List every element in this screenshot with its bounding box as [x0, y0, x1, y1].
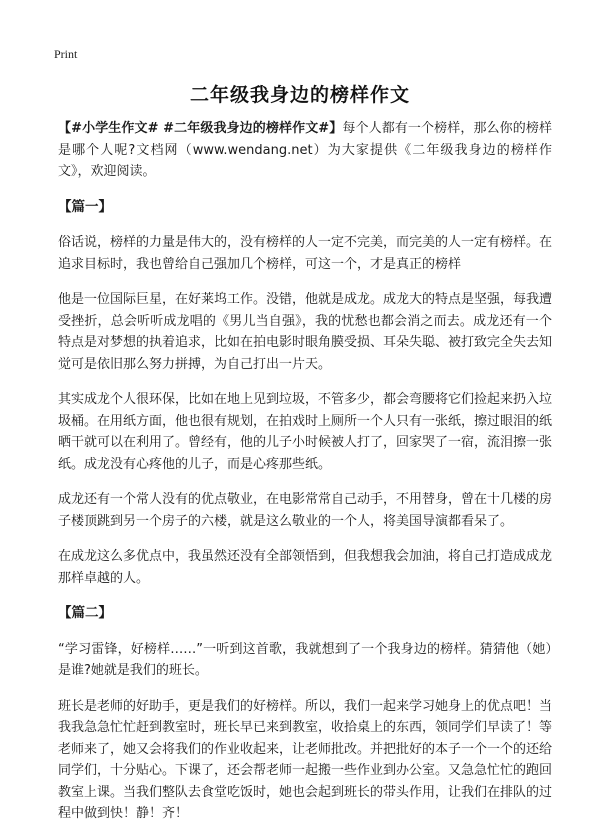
section-heading-2: 【篇二】	[58, 605, 112, 621]
paragraph: 成龙还有一个常人没有的优点敬业，在电影常常自己动手，不用替身，曾在十几楼的房子楼顶跳到另一个房子的六楼，就是这么敬业的一个人，将美国导演都看呆了。	[58, 492, 553, 529]
intro-text: 每个人都有一个榜样，那么你的榜样是哪个人呢?文档网（www.wendang.net）为大家提供《二年级我身边的榜样作文》，欢迎阅读。	[58, 121, 552, 179]
section-heading-1: 【篇一】	[58, 198, 112, 215]
page-title: 二年级我身边的榜样作文	[189, 84, 410, 106]
paragraph: 他是一位国际巨星，在好莱坞工作。没错，他就是成龙。成龙大的特点是坚强，每我遭受挫折，总会听听成龙唱的《男儿当自强》，我的忧愁也都会消之而去。成龙还有一个特点是对梦想的执着追求，比如在拍电影时眼角膜受损、耳朵失聪、被打致完全失去知觉可是依旧那么努力拼搏，为自己打出一片天。	[58, 292, 553, 372]
paragraph: “学习雷锋，好榜样……”一听到这首歌，我就想到了一个我身边的榜样。猜猜他（她）是谁?她就是我们的班长。	[58, 641, 552, 678]
paragraph: 班长是老师的好助手，更是我们的好榜样。所以，我们一起来学习她身上的优点吧！当我我急急忙忙赶到教室时，班长早已来到教室，收拾桌上的东西，领同学们早读了！等老师来了，她又会将我们的作业收起来，让老师批改。并把批好的本子一个一个的还给同学们，十分贴心。下课了，还会帮老师一起搬一些作业到办公室。又急急忙忙的跑回教室上课。当我们整队去食堂吃饭时，她也会起到班长的带头作用，让我们在排队的过程中做到快！静！齐！	[58, 698, 553, 821]
intro-paragraph	[58, 118, 552, 183]
paragraph: 俗话说，榜样的力量是伟大的，没有榜样的人一定不完美，而完美的人一定有榜样。在追求目标时，我也曾给自己强加几个榜样，可这一个，才是真正的榜样	[58, 235, 553, 272]
print-label: Print	[54, 47, 78, 61]
paragraph: 其实成龙个人很环保，比如在地上见到垃圾，不管多少，都会弯腰将它们捡起来扔入垃圾桶。在用纸方面，他也很有规划，在拍戏时上厕所一个人只有一张纸，擦过眼泪的纸晒干就可以在利用了。曾经有，他的儿子小时候被人打了，回家哭了一宿，流泪擦一张纸。成龙没有心疼他的儿子，而是心疼那些纸。	[58, 392, 553, 472]
paragraph: 在成龙这么多优点中，我虽然还没有全部领悟到，但我想我会加油，将自己打造成成龙那样卓越的人。	[58, 549, 553, 586]
article-body	[58, 118, 552, 839]
intro-tag: 【#小学生作文# #二年级我身边的榜样作文#】	[58, 121, 343, 136]
